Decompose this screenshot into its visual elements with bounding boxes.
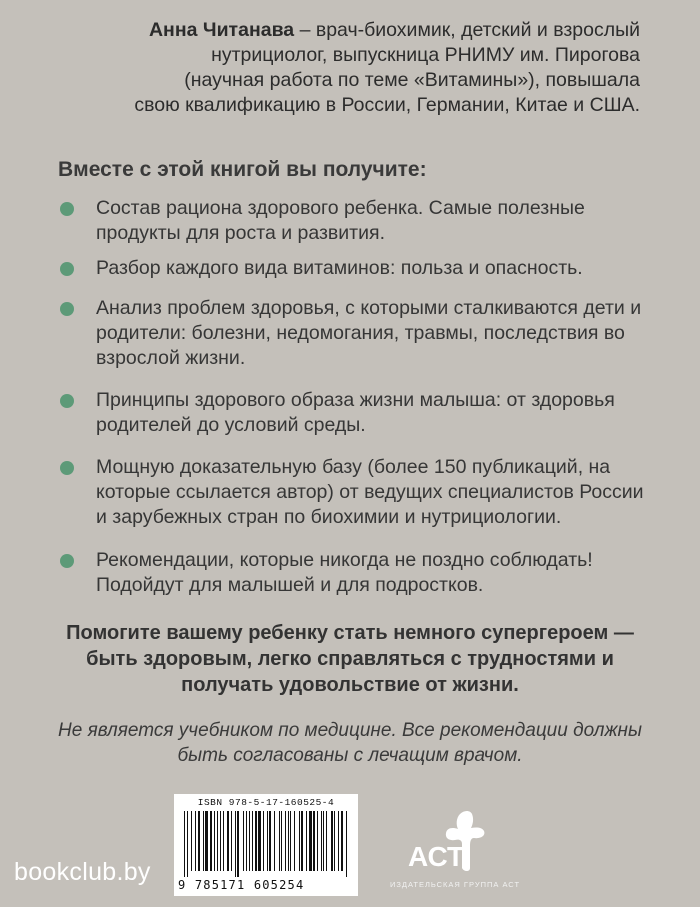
barcode-bar xyxy=(301,811,303,871)
barcode-bar xyxy=(231,811,232,871)
barcode-bar xyxy=(249,811,250,871)
barcode-bar xyxy=(235,811,236,877)
barcode-bar xyxy=(198,811,200,871)
barcode-bar xyxy=(214,811,215,871)
barcode-bar xyxy=(203,811,204,871)
publisher-name: ИЗДАТЕЛЬСКАЯ ГРУППА АСТ xyxy=(389,880,521,889)
barcode-bar xyxy=(252,811,253,871)
isbn-barcode xyxy=(174,794,358,896)
ast-logo xyxy=(404,808,496,874)
list-item-text: Мощную доказательную базу (более 150 публикаций, на которые ссылается автор) от ведущих специалистов России и зарубежных стран по биохимии и нутрициологии. xyxy=(96,456,644,528)
bio-line: нутрициолог, выпускница РНИМУ им. Пирогова xyxy=(211,44,640,66)
barcode-bar xyxy=(184,811,185,877)
barcode-bar xyxy=(274,811,275,871)
barcode-bar xyxy=(246,811,247,871)
barcode-bar xyxy=(321,811,322,871)
ast-logo-text: АСТ xyxy=(408,841,465,872)
barcode-bar xyxy=(299,811,300,871)
bio-line: (научная работа по теме «Витамины»), повышала xyxy=(184,69,640,91)
barcode-bar xyxy=(237,811,239,877)
barcode-bar xyxy=(220,811,221,871)
list-item xyxy=(56,196,656,246)
call-to-action: Помогите вашему ребенку стать немного супергероем — быть здоровым, легко справляться с трудностями и получать удовольствие от жизни. xyxy=(66,622,634,696)
disclaimer: Не является учебником по медицине. Все рекомендации должны быть согласованы с лечащим врачом. xyxy=(58,720,642,766)
bullet-dot-icon xyxy=(60,554,74,568)
barcode-bar xyxy=(191,811,192,871)
barcode-number: 9 785171 605254 xyxy=(178,878,305,892)
barcode-bar xyxy=(279,811,280,871)
list-item-text: Состав рациона здорового ребенка. Самые полезные продукты для роста и развития. xyxy=(96,197,585,244)
barcode-bar xyxy=(323,811,324,871)
author-name: Анна Читанава xyxy=(148,19,295,41)
barcode-bar xyxy=(294,811,295,871)
barcode-bar xyxy=(306,811,307,871)
barcode-bar xyxy=(243,811,244,871)
isbn-label: ISBN 978-5-17-160525-4 xyxy=(197,797,335,808)
bullet-dot-icon xyxy=(60,394,74,408)
barcode-bar xyxy=(258,811,261,871)
barcode-bar xyxy=(338,811,339,871)
barcode-bar xyxy=(317,811,318,871)
list-item xyxy=(56,548,656,598)
barcode-bar xyxy=(227,811,229,871)
barcode-bar xyxy=(255,811,257,871)
barcode-bar xyxy=(290,811,291,871)
watermark: bookclub.by xyxy=(14,858,151,886)
barcode-bar xyxy=(313,811,315,871)
list-item-text: Анализ проблем здоровья, с которыми сталкиваются дети и родители: болезни, недомогания, травмы, последствия во взрослой жизни. xyxy=(96,297,642,369)
barcode-bar xyxy=(281,811,282,871)
barcode-bar xyxy=(210,811,212,871)
barcode-bar xyxy=(269,811,271,871)
barcode-bar xyxy=(205,811,208,871)
bullet-dot-icon xyxy=(60,302,74,316)
benefits-heading: Вместе с этой книгой вы получите: xyxy=(58,158,427,181)
barcode-bar xyxy=(195,811,196,871)
barcode-bar xyxy=(263,811,264,871)
author-bio xyxy=(80,18,640,118)
list-item xyxy=(56,256,656,281)
barcode-bar xyxy=(331,811,333,871)
barcode-bar xyxy=(223,811,224,871)
barcode-bar xyxy=(346,811,347,877)
benefits-list xyxy=(56,196,656,598)
bio-line: – врач-биохимик, детский и взрослый xyxy=(294,19,640,41)
list-item-text: Принципы здорового образа жизни малыша: от здоровья родителей до условий среды. xyxy=(96,389,615,436)
bullet-dot-icon xyxy=(60,461,74,475)
barcode-bar xyxy=(334,811,335,871)
barcode-bar xyxy=(285,811,286,871)
list-item xyxy=(56,388,656,438)
barcode-bar xyxy=(267,811,268,871)
barcode-bar xyxy=(326,811,327,871)
barcode-bar xyxy=(341,811,343,871)
barcode-bar xyxy=(187,811,188,877)
barcode-bar xyxy=(309,811,312,871)
barcode-bar xyxy=(217,811,218,871)
bullet-dot-icon xyxy=(60,202,74,216)
bullet-dot-icon xyxy=(60,262,74,276)
list-item xyxy=(56,455,656,530)
barcode-bar xyxy=(288,811,289,871)
list-item-text: Рекомендации, которые никогда не поздно соблюдать! Подойдут для малышей и для подростков. xyxy=(96,549,593,596)
barcode-bars xyxy=(184,811,348,877)
list-item xyxy=(56,296,656,371)
list-item-text: Разбор каждого вида витаминов: польза и опасность. xyxy=(96,257,583,279)
bio-line: свою квалификацию в России, Германии, Китае и США. xyxy=(134,94,640,116)
